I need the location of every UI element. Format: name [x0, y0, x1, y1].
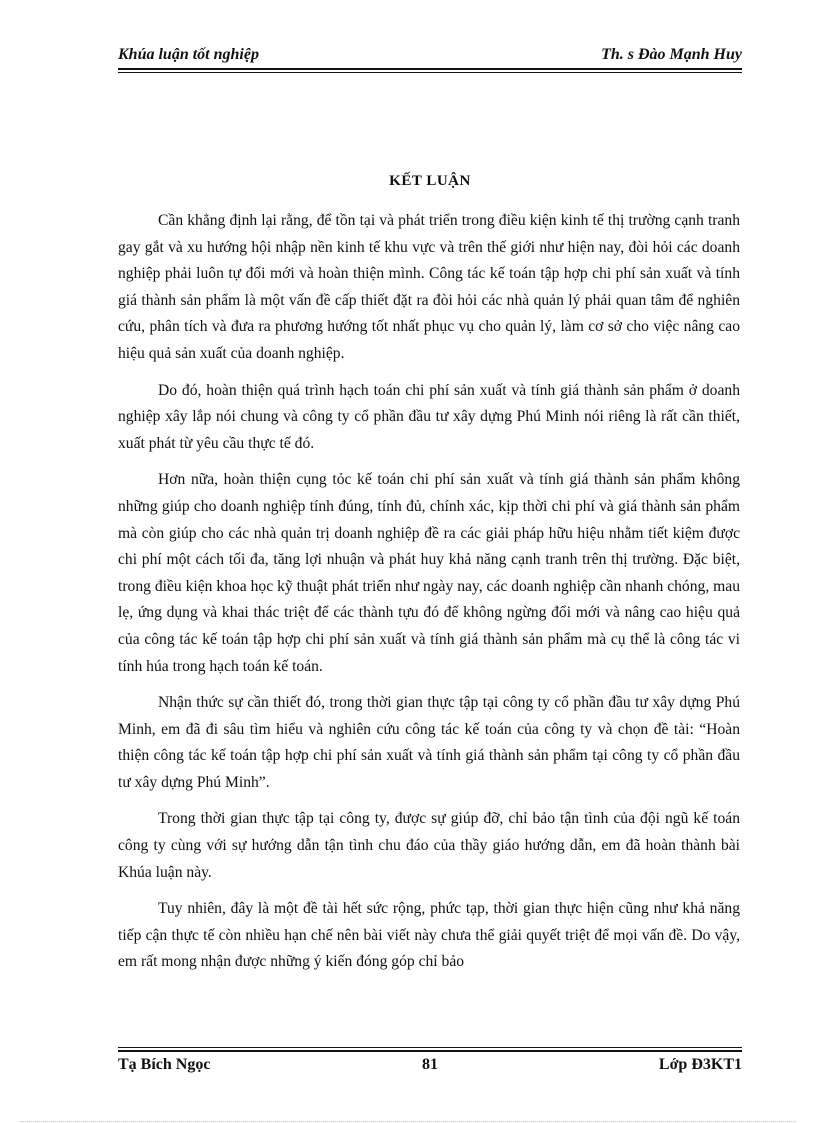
footer-rule	[118, 1050, 742, 1052]
page-number: 81	[422, 1056, 438, 1073]
page-edge-dotted-line	[20, 1121, 796, 1122]
section-title: KẾT LUẬN	[389, 173, 471, 189]
header-rule-thin	[118, 72, 742, 73]
header-left-title: Khúa luận tốt nghiệp	[118, 46, 259, 63]
footer-rule-thin	[118, 1047, 742, 1048]
page-header	[118, 46, 742, 64]
footer-class: Lớp Đ3KT1	[658, 1056, 742, 1073]
footer-author: Tạ Bích Ngọc	[118, 1056, 211, 1073]
paragraph: Tuy nhiên, đây là một đề tài hết sức rộng, phức tạp, thời gian thực hiện cũng như khả năng tiếp cận thực tế còn nhiều hạn chế nên bài viết này chưa thể giải quyết triệt để mọi vấn đề. Do vậy, em rất mong nhận được những ý kiến đóng góp chỉ bảo	[118, 900, 740, 971]
paragraph: Hơn nữa, hoàn thiện cụng tỏc kế toán chi phí sản xuất và tính giá thành sản phẩm không những giúp cho doanh nghiệp tính đúng, tính đủ, chính xác, kịp thời chi phí và giá thành sản phẩm mà còn giúp cho các nhà quản trị doanh nghiệp đề ra các giải pháp hữu hiệu nhằm tiết kiệm được chi phí một cách tối đa, tăng lợi nhuận và phát huy khả năng cạnh tranh trên thị trường. Đặc biệt, trong điều kiện khoa học kỹ thuật phát triển như ngày nay, các doanh nghiệp cần nhanh chóng, mau lẹ, ứng dụng và khai thác triệt để các thành tựu đó để không ngừng đổi mới và nâng cao hiệu quả của công tác kế toán tập hợp chi phí sản xuất và tính giá thành sản phẩm mà cụ thể là công tác vi tính húa trong hạch toán kế toán.	[118, 471, 740, 675]
paragraph: Nhận thức sự cần thiết đó, trong thời gian thực tập tại công ty cổ phần đầu tư xây dựng Phú Minh, em đã đi sâu tìm hiểu và nghiên cứu công tác kế toán của công ty và chọn đề tài: “Hoàn thiện công tác kế toán tập hợp chi phí sản xuất và tính giá thành sản phẩm tại công ty cổ phần đầu tư xây dựng Phú Minh”.	[118, 694, 740, 791]
header-rule	[118, 68, 742, 70]
header-right-author: Th. s Đào Mạnh Huy	[601, 46, 742, 63]
page-footer	[118, 1056, 742, 1074]
paragraph: Do đó, hoàn thiện quá trình hạch toán chi phí sản xuất và tính giá thành sản phẩm ở doanh nghiệp xây lắp nói chung và công ty cổ phần đầu tư xây dựng Phú Minh nói riêng là rất cần thiết, xuất phát từ yêu cầu thực tế đó.	[118, 381, 740, 452]
paragraph: Cần khẳng định lại rằng, để tồn tại và phát triển trong điều kiện kinh tế thị trường cạnh tranh gay gắt và xu hướng hội nhập nền kinh tế khu vực và trên thế giới như hiện nay, đòi hỏi các doanh nghiệp phải luôn tự đổi mới và hoàn thiện mình. Công tác kế toán tập hợp chi phí sản xuất và tính giá thành sản phẩm là một vấn đề cấp thiết đặt ra đòi hỏi các nhà quản lý phải quan tâm để nghiên cứu, phân tích và đưa ra phương hướng tốt nhất phục vụ cho quản lý, làm cơ sở cho việc nâng cao hiệu quả sản xuất của doanh nghiệp.	[118, 212, 740, 362]
body-text	[118, 208, 740, 986]
paragraph: Trong thời gian thực tập tại công ty, được sự giúp đỡ, chỉ bảo tận tình của đội ngũ kế toán công ty cùng với sự hướng dẫn tận tình chu đáo của thầy giáo hướng dẫn, em đã hoàn thành bài Khúa luận này.	[118, 810, 740, 881]
